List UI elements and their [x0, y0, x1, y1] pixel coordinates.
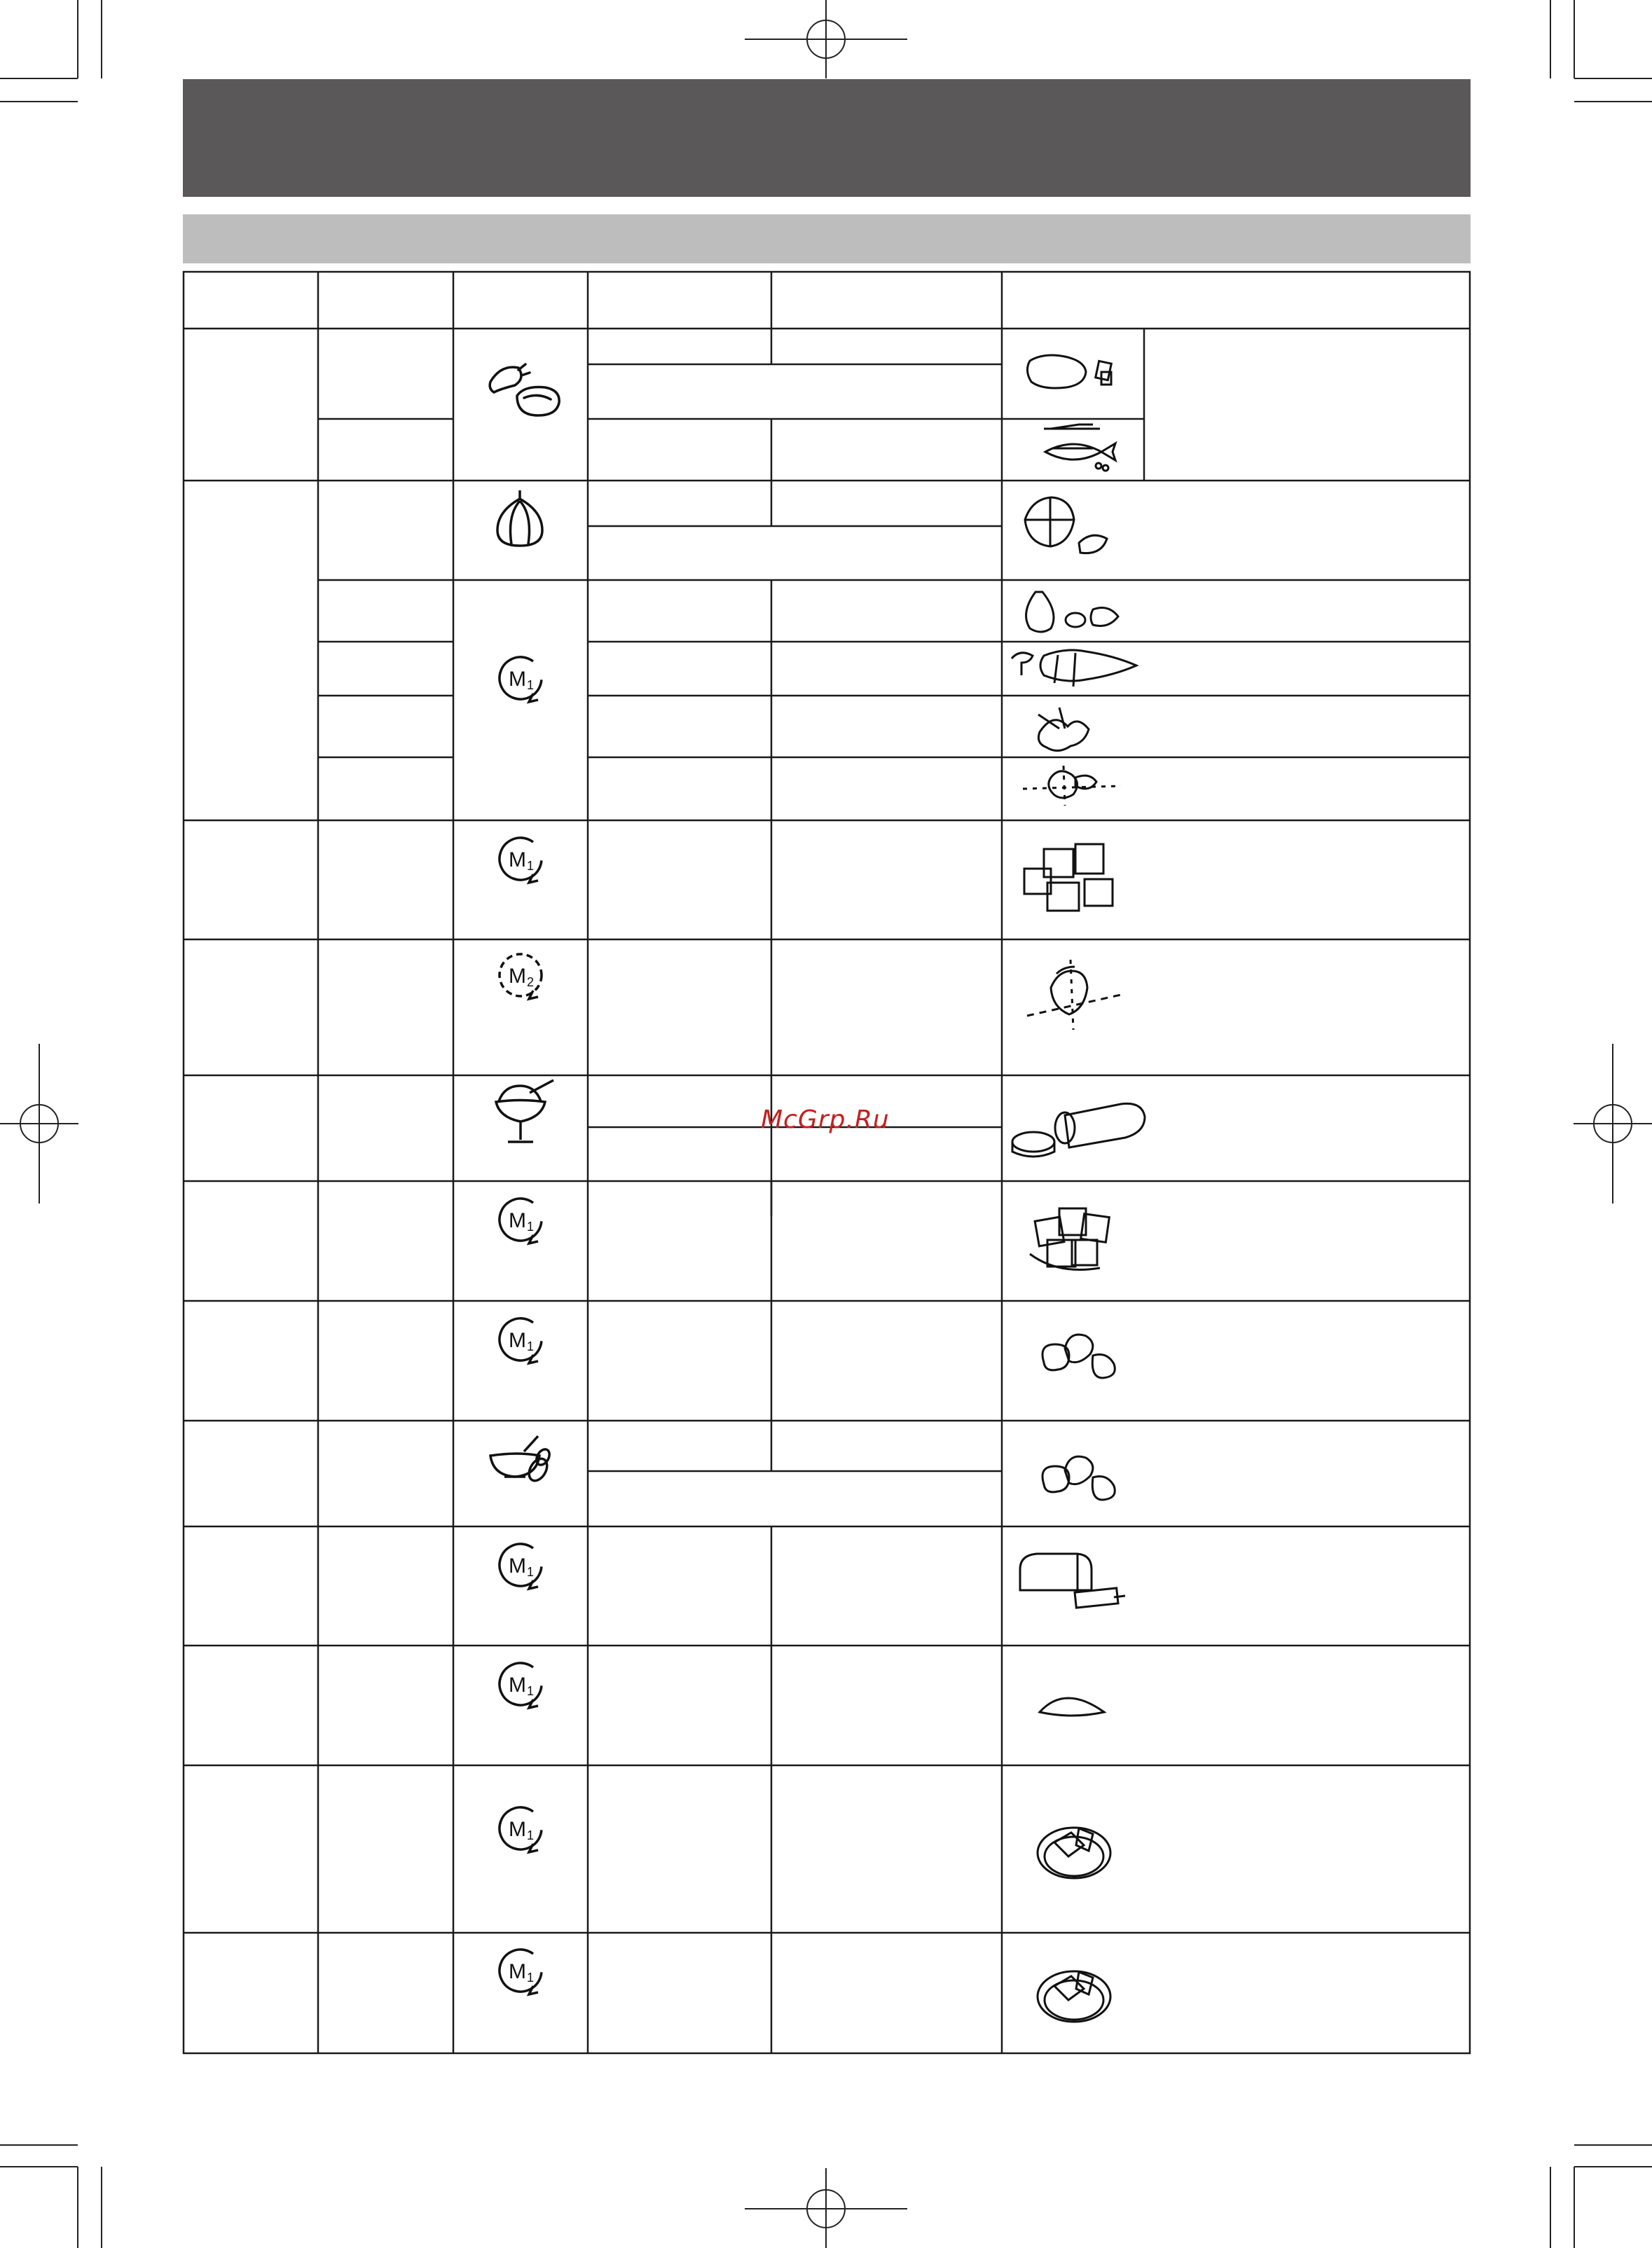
registration-mark-right	[1574, 1044, 1652, 1204]
svg-text:M: M	[509, 1329, 526, 1352]
svg-text:2: 2	[527, 975, 535, 989]
registration-mark-bottom	[745, 2168, 907, 2248]
watermark-text: McGrp.Ru	[761, 1105, 890, 1134]
svg-text:M: M	[509, 1209, 526, 1232]
m2-mode-icon	[500, 954, 542, 999]
svg-text:1: 1	[527, 1684, 535, 1698]
registration-mark-left	[0, 1044, 78, 1204]
svg-text:M: M	[509, 1960, 526, 1983]
food-illustrations	[1012, 355, 1145, 2022]
svg-text:M: M	[509, 1674, 526, 1697]
ice-dessert-icon	[496, 1080, 553, 1142]
svg-text:M: M	[509, 668, 526, 691]
svg-text:1: 1	[527, 1339, 535, 1353]
registration-mark-top	[745, 0, 907, 78]
svg-text:1: 1	[527, 1220, 535, 1234]
svg-text:1: 1	[527, 678, 535, 692]
onion-icon	[497, 490, 542, 546]
svg-text:1: 1	[527, 1828, 535, 1842]
m1-mode-icons	[494, 651, 548, 1998]
meat-poultry-icon	[490, 364, 559, 415]
svg-text:M: M	[509, 1554, 526, 1578]
mortar-nuts-icon	[490, 1436, 552, 1484]
svg-text:M: M	[509, 1818, 526, 1841]
svg-text:1: 1	[527, 1971, 535, 1985]
svg-text:1: 1	[527, 859, 535, 873]
svg-text:1: 1	[527, 1565, 535, 1579]
svg-text:M: M	[509, 848, 526, 871]
table-grid	[184, 272, 1470, 2053]
svg-text:M: M	[509, 965, 526, 988]
